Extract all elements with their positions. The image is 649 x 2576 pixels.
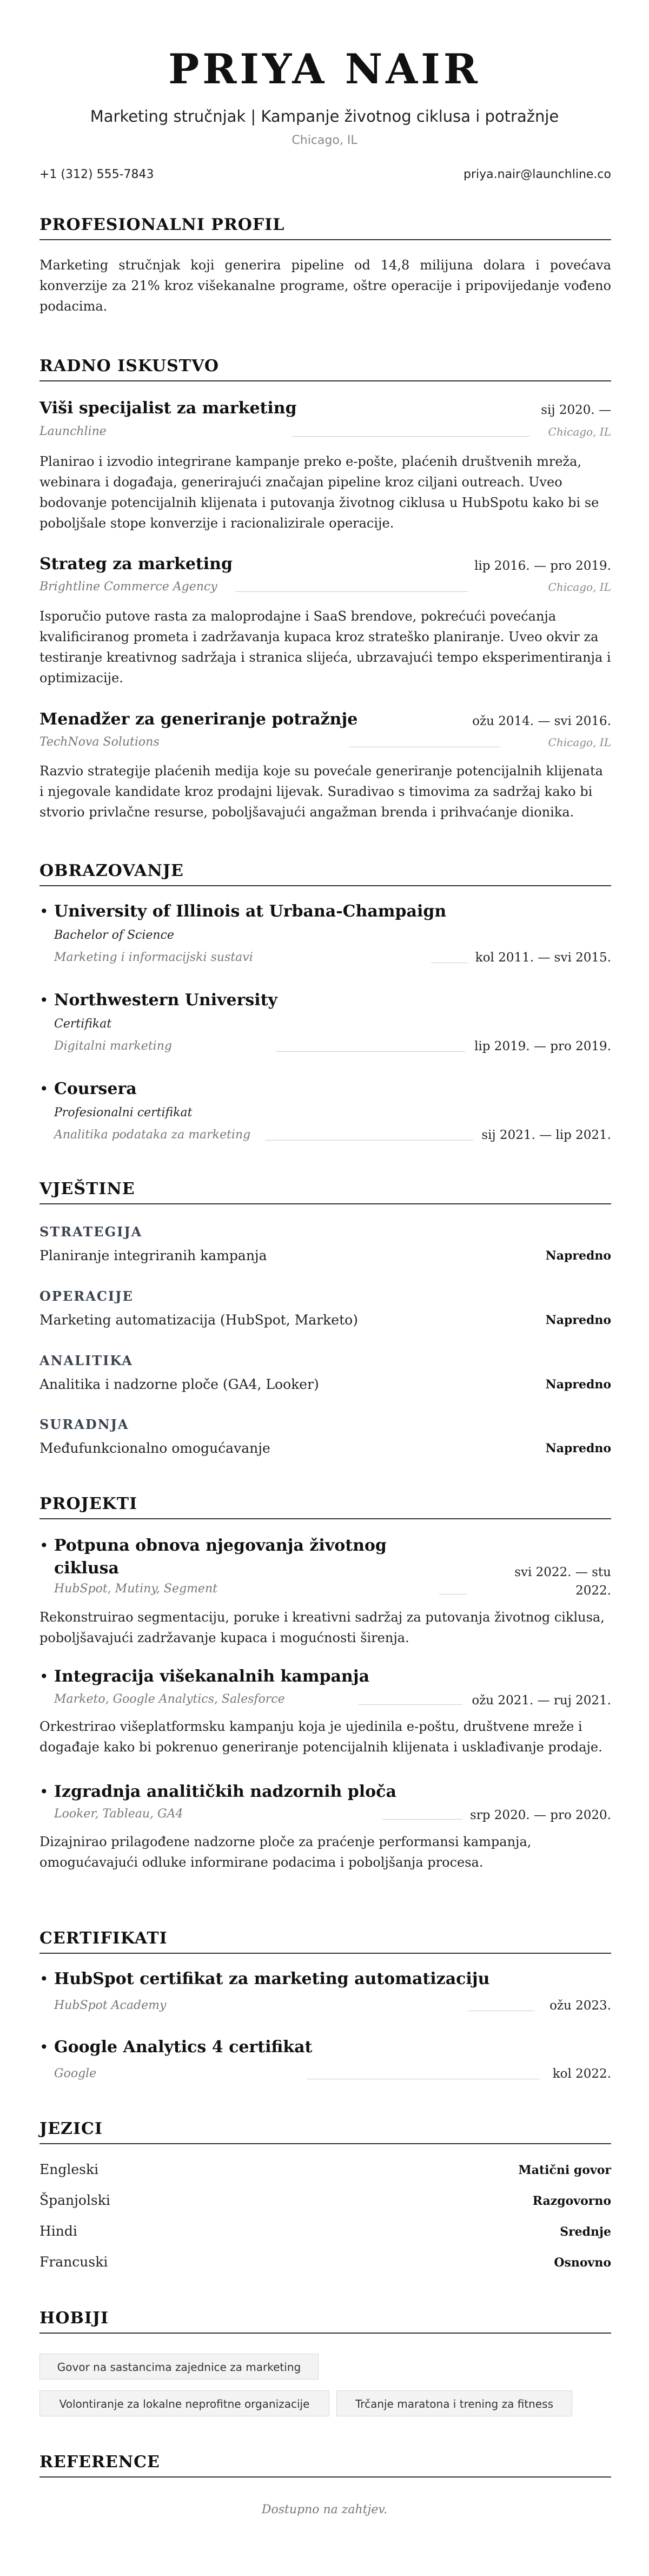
education-degree: Profesionalni certifikat [54,1106,193,1119]
education-field: Digitalni marketing [54,1039,172,1053]
projects-section-title: PROJEKTI [39,1494,138,1513]
education-date: kol 2011. — svi 2015. [475,951,611,965]
leader-line [276,1051,465,1052]
skill-level: Napredno [545,1378,611,1392]
skill-level: Napredno [545,1441,611,1455]
leader-line [265,1140,473,1141]
certificates-section-title: CERTIFIKATI [39,1929,168,1948]
hobbies-section-title: HOBIJI [39,2309,109,2328]
job-company: Launchline [39,425,107,438]
section-divider [39,239,611,240]
education-degree: Certifikat [54,1017,112,1031]
leader-line [439,1594,467,1595]
job-title: Menadžer za generiranje potražnje [39,710,358,729]
job-title: Viši specijalist za marketing [39,399,297,418]
phone-number: +1 (312) 555-7843 [39,168,154,181]
certificate-name: Google Analytics 4 certifikat [54,2038,313,2057]
bullet-icon: • [39,1783,49,1801]
leader-line [382,1819,462,1820]
education-field: Marketing i informacijski sustavi [54,951,253,964]
skill-name: Marketing automatizacija (HubSpot, Marketo) [39,1312,358,1328]
bullet-icon: • [39,1537,49,1554]
job-date: ožu 2014. — svi 2016. [472,714,611,728]
languages-section-title: JEZICI [39,2119,103,2138]
section-divider [39,2333,611,2334]
education-school: Coursera [54,1079,137,1098]
certificate-name: HubSpot certifikat za marketing automatizaciju [54,1969,490,1988]
job-location: Chicago, IL [548,736,611,749]
job-description: Planirao i izvodio integrirane kampanje preko e-pošte, plaćenih društvenih mreža, webinara i događaja, generirajući značajan pipeline kroz ciljani outreach. Uveo bodovanje potencijalnih klijenata i putovanja životnog ciklusa u HubSpotu kako bi se poboljšale stope konverzije i racionalizirale operacije. [39,454,599,531]
certificate-date: kol 2022. [552,2067,611,2081]
certificate-issuer: HubSpot Academy [54,1999,167,2012]
certificate-issuer: Google [54,2067,97,2080]
leader-line [292,436,530,437]
project-title-continued: ciklusa [54,1559,119,1578]
project-date: svi 2022. — stu [514,1565,611,1579]
hobby-tag: Volontiranje za lokalne neprofitne organizacije [39,2390,329,2416]
language-level: Matični govor [518,2163,611,2177]
project-title: Integracija višekanalnih kampanja [54,1667,370,1686]
skill-category: STRATEGIJA [39,1224,143,1240]
bullet-icon: • [39,991,49,1009]
project-description: Orkestrirao višeplatformsku kampanju koja je ujedinila e-poštu, društvene mreže i događaje kako bi pokrenuo generiranje potencijalnih klijenata i usklađivanje prodaje. [39,1719,602,1755]
language-name: Francuski [39,2254,108,2270]
job-location: Chicago, IL [548,425,611,438]
project-title: Potpuna obnova njegovanja životnog [54,1536,387,1555]
bullet-icon: • [39,1080,49,1098]
bullet-icon: • [39,1970,49,1988]
section-divider [39,2476,611,2478]
section-divider [39,1518,611,1519]
section-divider [39,1203,611,1204]
job-company: TechNova Solutions [39,735,160,749]
project-description: Dizajnirao prilagođene nadzorne ploče za praćenje performansi kampanja, omogućavajući odluke informirane podacima i poboljšanja procesa. [39,1834,532,1870]
hobby-tag: Trčanje maratona i trening za fitness [336,2390,572,2416]
language-name: Hindi [39,2223,77,2239]
leader-line [359,1704,462,1705]
language-level: Srednje [560,2225,611,2239]
job-title: Strateg za marketing [39,555,233,574]
skill-category: SURADNJA [39,1417,129,1432]
education-date: sij 2021. — lip 2021. [481,1128,611,1142]
bullet-icon: • [39,1668,49,1685]
leader-line [235,591,468,592]
language-level: Razgovorno [532,2194,611,2208]
profile-summary: Marketing stručnjak koji generira pipeline od 14,8 milijuna dolara i povećava konverzije za 21% kroz višekanalne programe, oštre operacije i pripovijedanje vođeno podacima. [39,258,611,314]
job-date: sij 2020. — [541,403,611,417]
project-tech: Looker, Tableau, GA4 [54,1807,183,1821]
skills-section-title: VJEŠTINE [39,1180,135,1198]
skill-level: Napredno [545,1313,611,1327]
education-school: Northwestern University [54,991,277,1010]
education-school: University of Illinois at Urbana-Champaign [54,902,447,921]
section-divider [39,885,611,886]
education-degree: Bachelor of Science [54,928,174,942]
job-date: lip 2016. — pro 2019. [474,559,611,573]
job-company: Brightline Commerce Agency [39,580,217,594]
language-name: Španjolski [39,2192,110,2208]
skill-level: Napredno [545,1249,611,1263]
section-divider [39,2143,611,2144]
section-divider [39,380,611,381]
skill-name: Planiranje integriranih kampanja [39,1248,267,1263]
project-date: srp 2020. — pro 2020. [469,1808,611,1822]
candidate-subtitle: Marketing stručnjak | Kampanje životnog ciklusa i potražnje [90,107,559,126]
job-description: Razvio strategije plaćenih medija koje su povećale generiranje potencijalnih klijenata i njegovale kandidate kroz prodajni lijevak. Suradivao s timovima za sadržaj kako bi stvorio privlačne resurse, poboljšavajući angažman brenda i prihvaćanje dionika. [39,763,603,820]
email-address: priya.nair@launchline.co [463,168,611,181]
skill-category: ANALITIKA [39,1353,133,1368]
skill-name: Analitika i nadzorne ploče (GA4, Looker) [39,1376,319,1392]
project-tech: HubSpot, Mutiny, Segment [54,1582,217,1596]
language-name: Engleski [39,2162,99,2177]
education-date: lip 2019. — pro 2019. [474,1039,611,1053]
candidate-name: PRIYA NAIR [168,45,481,93]
section-divider [39,1953,611,1954]
profile-section-title: PROFESIONALNI PROFIL [39,215,285,234]
bullet-icon: • [39,2038,49,2056]
references-section-title: REFERENCE [39,2453,160,2472]
hobby-tag: Govor na sastancima zajednice za marketing [39,2354,319,2380]
education-section-title: OBRAZOVANJE [39,861,184,880]
job-description: Isporučio putove rasta za maloprodajne i SaaS brendove, pokrećući povećanja kvalificiranog prometa i zadržavanja kupaca kroz strateško planiranje. Uveo okvir za testiranje kreativnog sadržaja i stranica slijeća, ubrzavajući tempo eksperimentiranja i optimizacije. [39,609,611,686]
project-description: Rekonstruirao segmentaciju, poruke i kreativni sadržaj za putovanja životnog ciklusa, poboljšavajući zadržavanje kupaca i mogućnosti širenja. [39,1610,605,1645]
references-note: Dostupno na zahtjev. [261,2503,388,2516]
project-date-continued: 2022. [575,1584,611,1598]
skill-category: OPERACIJE [39,1288,134,1304]
job-location: Chicago, IL [548,581,611,594]
project-tech: Marketo, Google Analytics, Salesforce [54,1692,285,1706]
certificate-date: ožu 2023. [549,1999,611,2013]
education-field: Analitika podataka za marketing [54,1128,251,1142]
experience-section-title: RADNO ISKUSTVO [39,357,219,375]
bullet-icon: • [39,902,49,920]
candidate-location: Chicago, IL [292,134,357,147]
skill-name: Međufunkcionalno omogućavanje [39,1440,270,1456]
language-level: Osnovno [554,2256,611,2270]
project-title: Izgradnja analitičkih nadzornih ploča [54,1782,396,1801]
project-date: ožu 2021. — ruj 2021. [472,1694,611,1708]
